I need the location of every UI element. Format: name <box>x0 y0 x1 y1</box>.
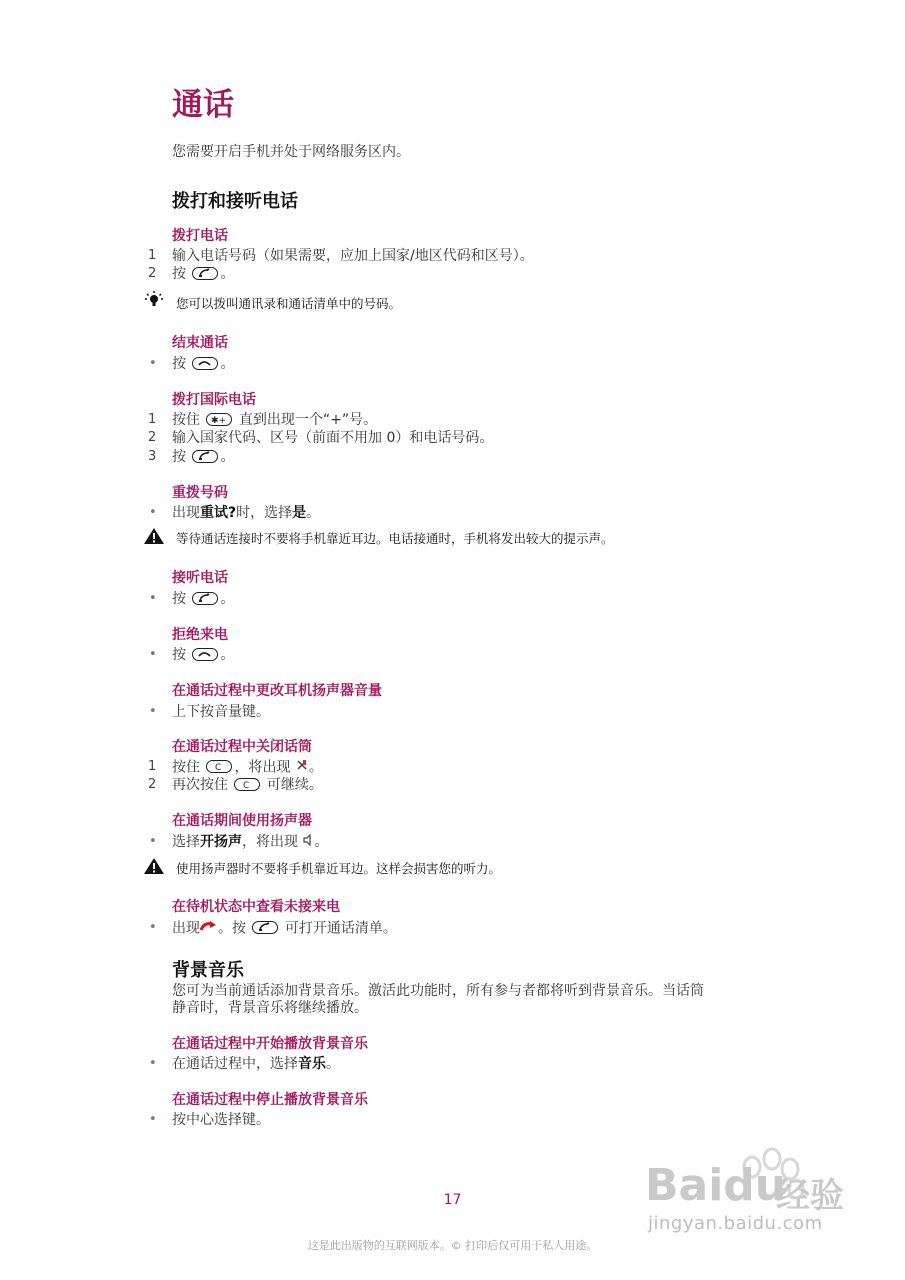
step-line: 按 。 <box>172 266 235 282</box>
step-number: 2 <box>148 430 157 445</box>
call-key-icon <box>252 921 278 934</box>
call-key-icon <box>192 450 218 463</box>
body-text: 您可为当前通话添加背景音乐。激活此功能时，所有参与者都将听到背景音乐。当话筒 <box>172 983 704 999</box>
bullet-line: 按 。 <box>172 647 235 663</box>
step-number: 2 <box>148 777 157 792</box>
end-call-key-icon <box>192 648 218 661</box>
bullet-line: 出现重试?时，选择是。 <box>172 505 321 521</box>
bullet: • <box>149 647 157 662</box>
warning-icon <box>143 527 165 545</box>
c-key-icon <box>234 778 260 791</box>
step-line: 按 。 <box>172 449 235 465</box>
c-key-icon <box>206 760 232 773</box>
bullet: • <box>149 920 157 935</box>
watermark-brand-cn: 经验 <box>776 1176 844 1216</box>
subheading-missed: 在待机状态中查看未接来电 <box>172 899 340 915</box>
subheading-speaker: 在通话期间使用扬声器 <box>172 813 312 829</box>
call-key-icon <box>192 267 218 280</box>
body-text: 静音时，背景音乐将继续播放。 <box>172 1000 368 1016</box>
step-line: 按住 ✱+ 直到出现一个“+”号。 <box>172 412 378 428</box>
subheading-answer: 接听电话 <box>172 570 228 586</box>
warning-icon <box>143 857 165 875</box>
bullet: • <box>149 356 157 371</box>
section-heading-make-answer: 拨打和接听电话 <box>172 191 298 212</box>
subheading-redial: 重拨号码 <box>172 485 228 501</box>
bullet: • <box>149 505 157 520</box>
bullet: • <box>149 704 157 719</box>
step-text: 输入电话号码（如果需要，应加上国家/地区代码和区号）。 <box>172 248 534 264</box>
svg-text:✱+: ✱+ <box>211 415 227 424</box>
step-number: 1 <box>148 759 157 774</box>
step-line: 按住 C ，将出现 。 <box>172 759 323 776</box>
missed-call-icon <box>200 919 218 938</box>
bullet: • <box>149 1056 157 1071</box>
step-number: 2 <box>148 266 157 281</box>
page-number: 17 <box>443 1192 462 1208</box>
tip-text: 您可以拨叫通讯录和通话清单中的号码。 <box>176 296 402 311</box>
bullet: • <box>149 1112 157 1127</box>
step-number: 3 <box>148 449 157 464</box>
bullet-line: 按 。 <box>172 591 235 607</box>
intro-text: 您需要开启手机并处于网络服务区内。 <box>172 144 410 160</box>
speaker-icon <box>302 833 314 851</box>
warning-text: 等待通话连接时不要将手机靠近耳边。电话接通时，手机将发出较大的提示声。 <box>176 531 614 546</box>
watermark-brand: Baidu <box>645 1160 787 1211</box>
warning-text: 使用扬声器时不要将手机靠近耳边。这样会损害您的听力。 <box>176 861 502 876</box>
bullet-text: 按中心选择键。 <box>172 1112 270 1128</box>
watermark-url: jingyan.baidu.com <box>648 1213 823 1234</box>
step-number: 1 <box>148 412 157 427</box>
bullet-line: 按 。 <box>172 356 235 372</box>
svg-text:C: C <box>215 763 222 771</box>
bullet-line: 在通话过程中，选择音乐。 <box>172 1056 340 1072</box>
subheading-reject: 拒绝来电 <box>172 627 228 643</box>
subheading-mute: 在通话过程中关闭话筒 <box>172 739 312 755</box>
subheading-volume: 在通话过程中更改耳机扬声器音量 <box>172 683 382 699</box>
subheading-stop-music: 在通话过程中停止播放背景音乐 <box>172 1092 368 1108</box>
step-text: 按 <box>172 266 186 282</box>
step-text: 输入国家代码、区号（前面不用加 0）和电话号码。 <box>172 430 494 446</box>
bullet-line: 选择开扬声，将出现 。 <box>172 834 329 850</box>
end-call-key-icon <box>192 357 218 370</box>
svg-text:C: C <box>243 780 250 789</box>
subheading-end-call: 结束通话 <box>172 335 228 351</box>
subheading-start-music: 在通话过程中开始播放背景音乐 <box>172 1036 368 1052</box>
star-plus-key-icon <box>206 413 232 426</box>
step-number: 1 <box>148 248 157 263</box>
bullet-line: 出现 。按 可打开通话清单。 <box>172 920 397 937</box>
subheading-intl-call: 拨打国际电话 <box>172 392 256 408</box>
page-title: 通话 <box>172 87 234 123</box>
step-line: 再次按住 C 可继续。 <box>172 777 323 793</box>
mic-off-icon <box>295 758 309 777</box>
call-key-icon <box>192 592 218 605</box>
bullet: • <box>149 591 157 606</box>
bullet: • <box>149 834 157 849</box>
bullet-text: 上下按音量键。 <box>172 704 270 720</box>
section-heading-bg-music: 背景音乐 <box>172 960 244 981</box>
subheading-make-call: 拨打电话 <box>172 228 228 244</box>
footer-text: 这是此出版物的互联网版本。© 打印后仅可用于私人用途。 <box>307 1239 598 1252</box>
tip-lightbulb-icon <box>143 291 165 309</box>
